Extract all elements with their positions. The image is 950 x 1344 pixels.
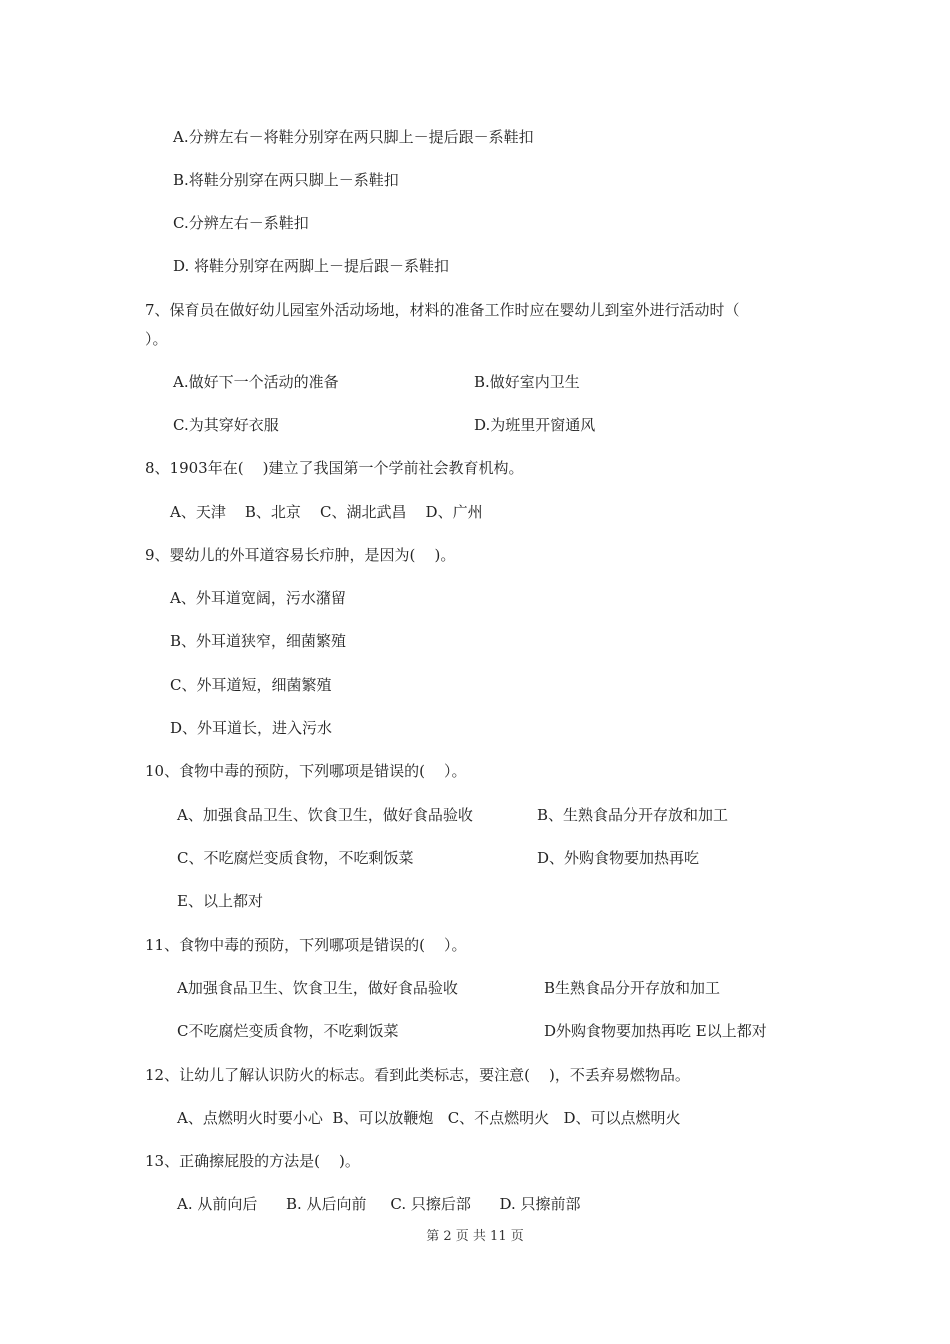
q6-option-a: A.分辨左右－将鞋分别穿在两只脚上－提后跟－系鞋扣 bbox=[173, 128, 534, 146]
q11-option-de: D外购食物要加热再吃 E以上都对 bbox=[544, 1022, 767, 1040]
q10-option-b: B、生熟食品分开存放和加工 bbox=[537, 806, 729, 824]
q11-option-b: B生熟食品分开存放和加工 bbox=[544, 979, 721, 997]
q9-option-d: D、外耳道长，进入污水 bbox=[170, 719, 333, 737]
q10-stem: 10、食物中毒的预防，下列哪项是错误的( ）。 bbox=[145, 762, 467, 780]
page-footer: 第 2 页 共 11 页 bbox=[426, 1229, 524, 1244]
q6-option-b: B.将鞋分别穿在两只脚上－系鞋扣 bbox=[173, 171, 399, 189]
q7-option-a: A.做好下一个活动的准备 bbox=[173, 373, 339, 391]
q6-option-c: C.分辨左右－系鞋扣 bbox=[173, 214, 309, 232]
q6-option-d: D. 将鞋分别穿在两脚上－提后跟－系鞋扣 bbox=[173, 257, 450, 275]
q10-option-d: D、外购食物要加热再吃 bbox=[537, 849, 700, 867]
q9-option-a: A、外耳道宽阔，污水潴留 bbox=[170, 589, 346, 607]
q13-stem: 13、正确擦屁股的方法是( )。 bbox=[145, 1152, 360, 1170]
q9-stem: 9、婴幼儿的外耳道容易长疖肿，是因为( )。 bbox=[145, 546, 456, 564]
q11-stem: 11、食物中毒的预防，下列哪项是错误的( ）。 bbox=[145, 936, 467, 954]
q10-option-a: A、加强食品卫生、饮食卫生，做好食品验收 bbox=[177, 806, 473, 824]
q9-option-b: B、外耳道狭窄，细菌繁殖 bbox=[170, 632, 347, 650]
q13-options: A. 从前向后 B. 从后向前 C. 只擦后部 D. 只擦前部 bbox=[177, 1195, 581, 1213]
q10-option-c: C、不吃腐烂变质食物，不吃剩饭菜 bbox=[177, 849, 414, 867]
q7-stem-line1: 7、保育员在做好幼儿园室外活动场地，材料的准备工作时应在婴幼儿到室外进行活动时（ bbox=[145, 301, 740, 319]
q10-option-e: E、以上都对 bbox=[177, 892, 263, 910]
q7-option-b: B.做好室内卫生 bbox=[474, 373, 580, 391]
q7-stem-line2: ）。 bbox=[145, 330, 168, 348]
q8-options: A、天津 B、北京 C、湖北武昌 D、广州 bbox=[170, 503, 483, 521]
q9-option-c: C、外耳道短，细菌繁殖 bbox=[170, 676, 332, 694]
q11-option-a: A加强食品卫生、饮食卫生，做好食品验收 bbox=[177, 979, 458, 997]
q11-option-c: C不吃腐烂变质食物，不吃剩饭菜 bbox=[177, 1022, 399, 1040]
q7-option-d: D.为班里开窗通风 bbox=[474, 416, 596, 434]
q7-option-c: C.为其穿好衣服 bbox=[173, 416, 279, 434]
q12-options: A、点燃明火时要小心 B、可以放鞭炮 C、不点燃明火 D、可以点燃明火 bbox=[177, 1109, 681, 1127]
q12-stem: 12、让幼儿了解认识防火的标志。看到此类标志，要注意( )，不丢弃易燃物品。 bbox=[145, 1066, 690, 1084]
q8-stem: 8、1903年在( )建立了我国第一个学前社会教育机构。 bbox=[145, 459, 524, 477]
